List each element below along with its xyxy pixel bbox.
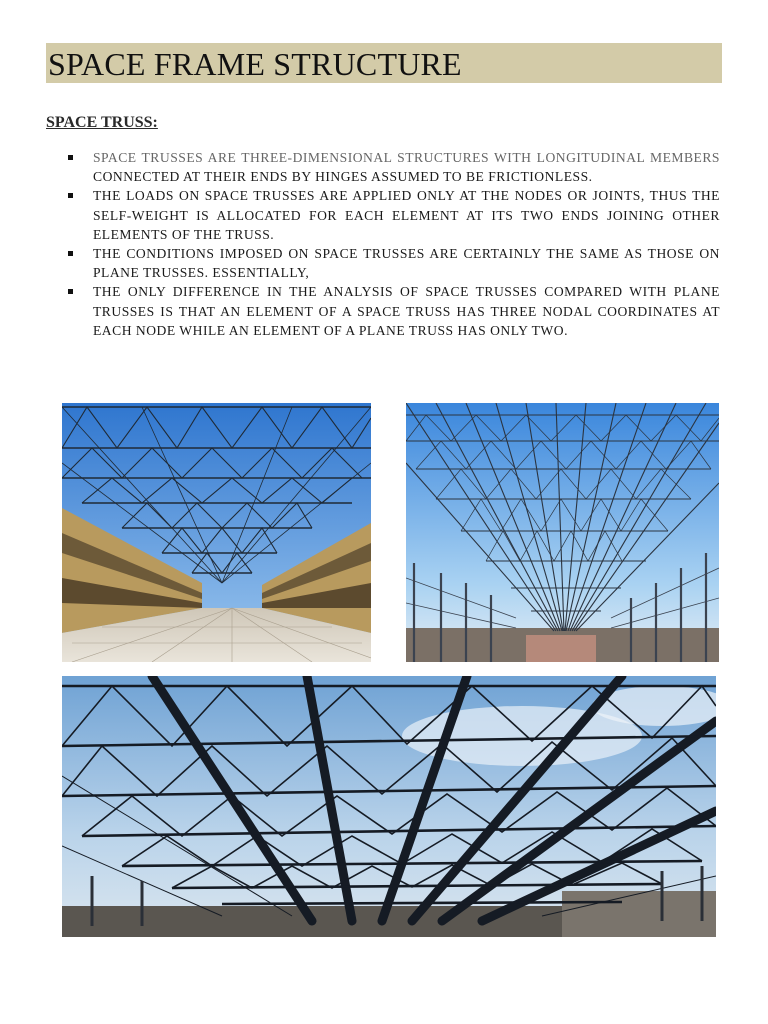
bullet-item [66,186,720,244]
bullet-text: CONNECTED AT THEIR ENDS BY HINGES ASSUMED TO BE FRICTIONLESS. [93,169,593,185]
square-bullet-icon [68,289,73,294]
page-title: SPACE FRAME STRUCTURE [48,46,462,82]
bullet-item [66,244,720,282]
bullet-lead-text: SPACE TRUSSES ARE THREE-DIMENSIONAL STRUCTURES WITH LONGITUDINAL MEMBERS [93,150,720,165]
wide-space-frame-image [62,676,716,937]
bullet-list [66,148,720,340]
bullet-text: THE LOADS ON SPACE TRUSSES ARE APPLIED ONLY AT THE NODES OR JOINTS, THUS THE SELF-WEIGHT IS ALLOCATED FOR EACH ELEMENT AT ITS TWO ENDS JOINING OTHER ELEMENTS OF THE TRUSS. [93,188,720,242]
photo-wide-space-frame [62,676,716,937]
bullet-text: THE CONDITIONS IMPOSED ON SPACE TRUSSES ARE CERTAINLY THE SAME AS THOSE ON PLANE TRUSSES. ESSENTIALLY, [93,246,720,281]
bullet-text: THE ONLY DIFFERENCE IN THE ANALYSIS OF SPACE TRUSSES COMPARED WITH PLANE TRUSSES IS THAT AN ELEMENT OF A SPACE TRUSS HAS THREE NODAL COORDINATES AT EACH NODE WHILE AN ELEMENT OF A PLANE TRUSS HAS ONLY TWO. [93,284,720,338]
bullet-item [66,282,720,340]
title-band [46,43,722,83]
section-heading: SPACE TRUSS: [46,114,158,131]
roof-space-frame-image [406,403,719,662]
photo-courtyard-space-frame [62,403,371,662]
square-bullet-icon [68,193,73,198]
square-bullet-icon [68,155,73,160]
bullet-item [66,148,720,186]
square-bullet-icon [68,251,73,256]
photo-roof-space-frame [406,403,719,662]
courtyard-space-frame-image [62,403,371,662]
